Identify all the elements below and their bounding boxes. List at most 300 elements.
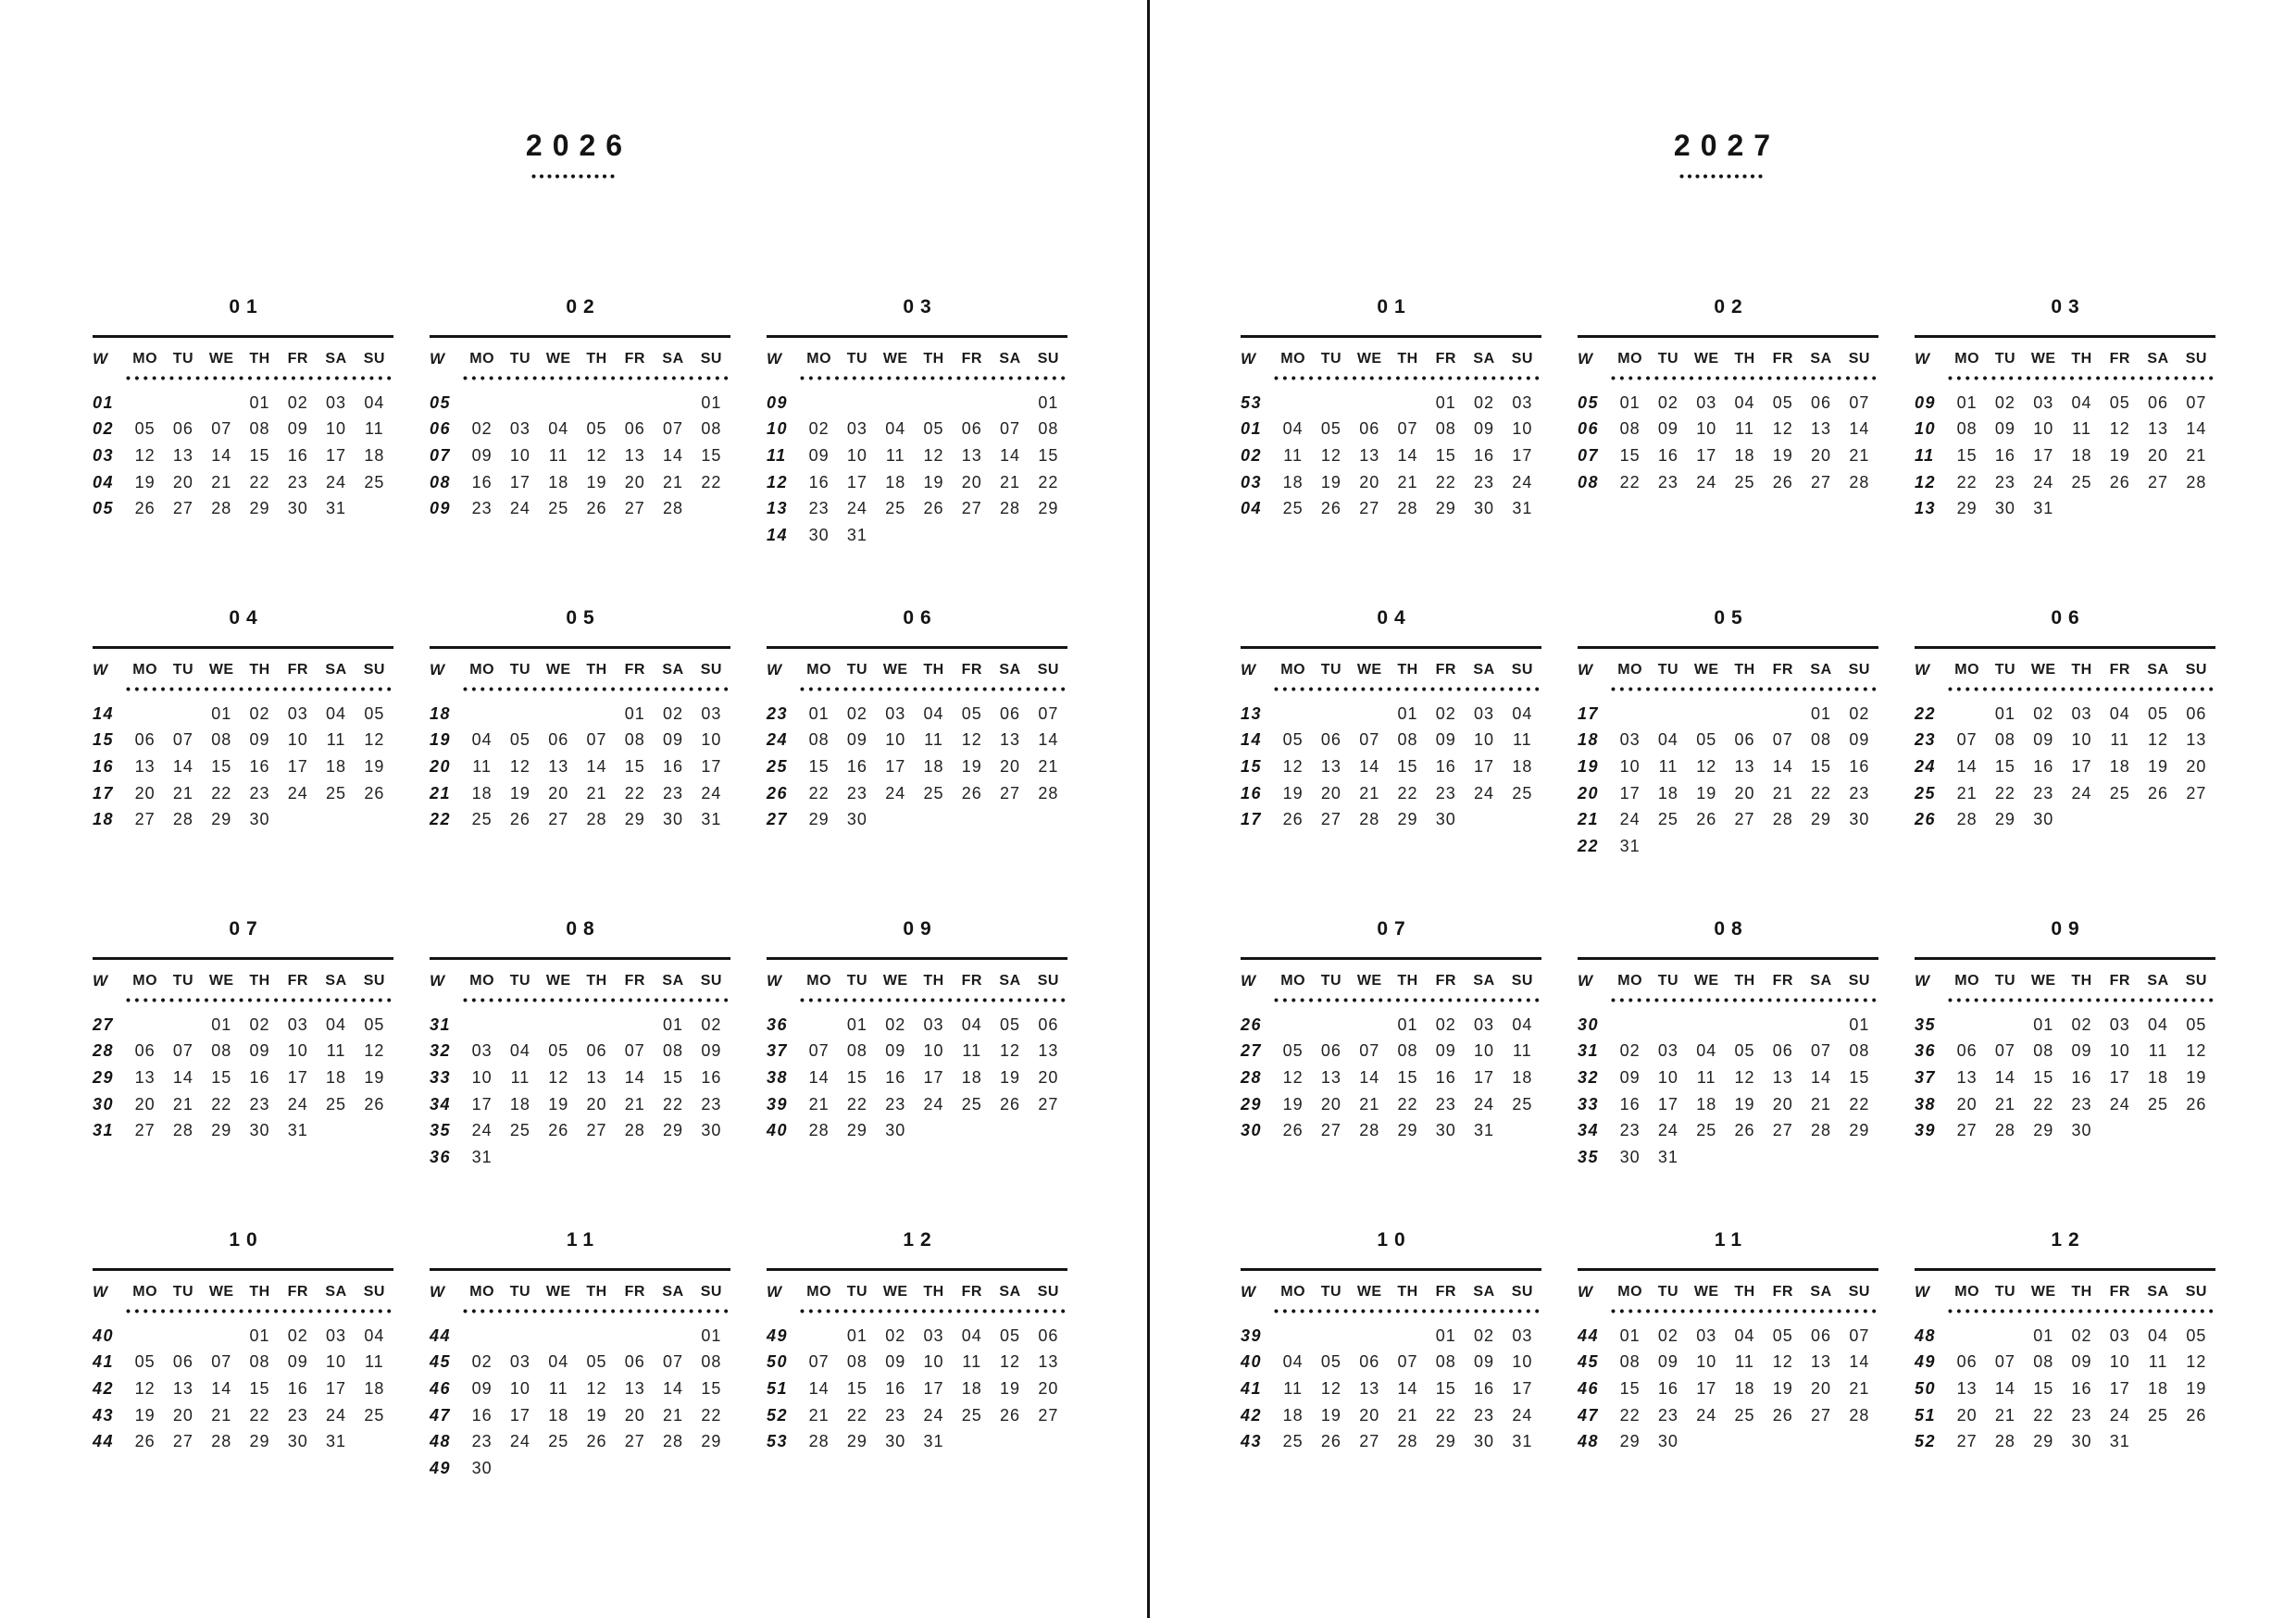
day-cell: 26 — [1696, 810, 1717, 829]
day-cell: 27 — [1359, 1432, 1380, 1451]
day-cell: 27 — [1811, 472, 1832, 492]
weekday-label: SA — [662, 351, 684, 367]
day-cell: 12 — [1734, 1067, 1755, 1087]
week-number: 39 — [767, 1094, 789, 1114]
day-cell: 01 — [663, 1014, 684, 1034]
week-number: 22 — [1915, 703, 1937, 723]
weekday-header-row — [1578, 1271, 1878, 1308]
day-cell: 18 — [2148, 1378, 2169, 1398]
week-number: 27 — [767, 810, 789, 829]
day-cell: 10 — [2109, 1352, 2130, 1372]
day-cell: 24 — [1696, 472, 1717, 492]
day-cell: 18 — [1657, 783, 1678, 803]
weekday-label: SU — [1037, 973, 1059, 989]
day-cell: 06 — [1734, 730, 1755, 750]
day-cell: 03 — [509, 419, 530, 439]
day-cell: 09 — [1474, 419, 1495, 439]
weekday-label: WE — [2030, 1284, 2056, 1300]
day-cell: 20 — [1956, 1094, 1978, 1114]
day-cell: 16 — [1435, 756, 1456, 776]
month-calendar — [1241, 296, 1541, 556]
day-cell: 07 — [1038, 703, 1059, 723]
day-cell: 15 — [211, 1067, 232, 1087]
day-cell: 23 — [2071, 1405, 2092, 1425]
day-cell: 17 — [326, 445, 347, 465]
week-number: 22 — [430, 810, 452, 829]
month-table — [430, 1271, 730, 1482]
day-cell: 31 — [1657, 1147, 1678, 1166]
day-cell: 29 — [2033, 1121, 2054, 1140]
day-cell: 26 — [1320, 1432, 1341, 1451]
day-cell: 11 — [924, 730, 943, 750]
weekday-label: FR — [1772, 1284, 1793, 1300]
day-cell: 26 — [548, 1121, 569, 1140]
month-calendar — [1241, 607, 1541, 867]
day-cell: 19 — [923, 472, 944, 492]
week-row — [1241, 806, 1541, 833]
week-number: 37 — [767, 1041, 789, 1061]
weekday-label: TH — [2071, 973, 2092, 989]
week-number: 27 — [93, 1014, 115, 1034]
day-cell: 31 — [1512, 1432, 1533, 1451]
week-number: 42 — [1241, 1405, 1263, 1425]
month-calendar — [93, 296, 393, 556]
day-cell: 10 — [701, 730, 722, 750]
day-cell: 29 — [1397, 810, 1418, 829]
weekday-label: TU — [509, 973, 531, 989]
day-cell: 14 — [172, 1067, 193, 1087]
day-cell: 15 — [211, 756, 232, 776]
week-row — [1578, 1064, 1878, 1091]
week-row — [93, 728, 393, 754]
day-cell: 03 — [1474, 703, 1495, 723]
day-cell: 11 — [1513, 730, 1532, 750]
weekday-label: FR — [287, 351, 308, 367]
weekday-label: FR — [287, 1284, 308, 1300]
week-row — [1578, 1117, 1878, 1144]
day-cell: 08 — [1811, 730, 1832, 750]
day-cell: 02 — [701, 1014, 722, 1034]
week-row — [1241, 753, 1541, 780]
day-cell: 06 — [1772, 1041, 1793, 1061]
month-calendar — [1578, 607, 1878, 867]
day-cell: 20 — [1359, 1405, 1380, 1425]
day-cell: 28 — [172, 1121, 193, 1140]
week-row — [767, 1323, 1067, 1350]
day-cell: 20 — [961, 472, 982, 492]
day-cell: 03 — [1474, 1014, 1495, 1034]
month-title: 05 — [1714, 607, 1749, 629]
day-cell: 10 — [1619, 756, 1641, 776]
dotted-rule-spacer — [430, 375, 463, 390]
day-cell: 04 — [2148, 1326, 2169, 1345]
weekday-label: TH — [586, 973, 607, 989]
day-cell: 08 — [846, 1041, 867, 1061]
day-cell: 18 — [471, 783, 493, 803]
day-cell: 23 — [2033, 783, 2054, 803]
dotted-rule-cell — [800, 686, 1067, 701]
day-cell: 30 — [663, 810, 684, 829]
weekday-label: TH — [1734, 351, 1755, 367]
dotted-rule-spacer — [1578, 375, 1611, 390]
week-row — [93, 469, 393, 496]
day-cell: 24 — [1696, 1405, 1717, 1425]
day-cell: 11 — [548, 445, 568, 465]
day-cell: 12 — [364, 1041, 385, 1061]
day-cell: 09 — [2071, 1352, 2092, 1372]
dotted-rule-spacer — [1915, 686, 1948, 701]
day-cell: 19 — [2109, 445, 2130, 465]
weekday-label: WE — [1356, 973, 1382, 989]
empty-day-cell — [800, 390, 838, 417]
day-cell: 07 — [624, 1041, 645, 1061]
day-cell: 30 — [249, 810, 270, 829]
day-cell: 05 — [961, 703, 982, 723]
empty-day-cell — [953, 522, 991, 549]
week-column-header: W — [1578, 661, 1593, 678]
weekday-label: SA — [999, 973, 1021, 989]
day-cell: 29 — [846, 1121, 867, 1140]
weekday-label: FR — [2109, 351, 2130, 367]
weekday-dotted-rule-row — [1241, 686, 1541, 701]
day-cell: 05 — [1734, 1041, 1755, 1061]
day-cell: 20 — [624, 472, 645, 492]
day-cell: 21 — [1359, 783, 1380, 803]
day-cell: 04 — [548, 419, 569, 439]
week-row — [767, 390, 1067, 417]
empty-day-cell — [1948, 1323, 1986, 1350]
weekday-label: FR — [624, 662, 645, 678]
day-cell: 24 — [846, 499, 867, 518]
week-number: 30 — [93, 1094, 115, 1114]
day-cell: 15 — [624, 756, 645, 776]
week-number: 02 — [93, 419, 115, 439]
day-cell: 18 — [2148, 1067, 2169, 1087]
empty-day-cell — [953, 806, 991, 833]
week-number: 17 — [1241, 810, 1263, 829]
day-cell: 23 — [471, 1432, 493, 1451]
day-cell: 02 — [471, 419, 493, 439]
day-cell: 07 — [586, 730, 607, 750]
empty-day-cell — [2101, 806, 2139, 833]
day-cell: 16 — [471, 472, 493, 492]
day-cell: 12 — [1282, 1067, 1304, 1087]
month-table — [430, 960, 730, 1171]
day-cell: 17 — [1619, 783, 1641, 803]
day-cell: 08 — [846, 1352, 867, 1372]
week-number: 16 — [93, 756, 115, 776]
empty-day-cell — [1764, 701, 1802, 728]
month-table — [1241, 1271, 1541, 1455]
day-cell: 25 — [326, 783, 347, 803]
day-cell: 17 — [1657, 1094, 1678, 1114]
month-title: 04 — [229, 607, 264, 629]
day-cell: 30 — [808, 525, 830, 544]
month-table — [1915, 338, 2215, 522]
day-cell: 17 — [509, 1405, 530, 1425]
week-row — [1915, 1012, 2215, 1039]
day-cell: 08 — [1994, 730, 2015, 750]
empty-day-cell — [501, 1012, 539, 1039]
empty-day-cell — [1029, 522, 1067, 549]
day-cell: 27 — [172, 1432, 193, 1451]
week-row — [1915, 1091, 2215, 1118]
day-cell: 30 — [2071, 1121, 2092, 1140]
empty-day-cell — [800, 1012, 838, 1039]
weekday-label: SA — [325, 351, 347, 367]
week-number: 10 — [1915, 419, 1937, 439]
day-cell: 08 — [1038, 419, 1059, 439]
week-number: 02 — [1241, 445, 1263, 465]
day-cell: 16 — [1849, 756, 1870, 776]
weekday-label: SU — [1848, 351, 1870, 367]
weekday-label: SU — [700, 662, 722, 678]
week-number: 08 — [430, 472, 452, 492]
day-cell: 03 — [2071, 703, 2092, 723]
week-row — [430, 1064, 730, 1091]
month-title: 11 — [566, 1229, 601, 1251]
day-cell: 19 — [586, 1405, 607, 1425]
day-cell: 23 — [1849, 783, 1870, 803]
week-row — [767, 780, 1067, 807]
week-row — [1915, 1039, 2215, 1065]
day-cell: 19 — [586, 472, 607, 492]
week-row — [1915, 728, 2215, 754]
day-cell: 28 — [2186, 472, 2207, 492]
weekday-dotted-rule-row — [1578, 686, 1878, 701]
weekday-label: SA — [1473, 351, 1495, 367]
day-cell: 21 — [1038, 756, 1059, 776]
day-cell: 10 — [923, 1352, 944, 1372]
day-cell: 07 — [1849, 1326, 1870, 1345]
day-cell: 27 — [1734, 810, 1755, 829]
day-cell: 11 — [365, 1352, 384, 1372]
empty-day-cell — [540, 1455, 578, 1482]
day-cell: 14 — [808, 1378, 830, 1398]
day-cell: 11 — [1283, 445, 1303, 465]
day-cell: 18 — [1512, 1067, 1533, 1087]
day-cell: 13 — [548, 756, 569, 776]
day-cell: 26 — [1000, 1094, 1021, 1114]
weekday-dotted-rule-row — [93, 997, 393, 1012]
weekday-label: SA — [1473, 1284, 1495, 1300]
week-row — [767, 495, 1067, 522]
day-cell: 22 — [808, 783, 830, 803]
day-cell: 24 — [1474, 1094, 1495, 1114]
week-column-header: W — [93, 1283, 108, 1301]
weekday-dotted-rule — [1948, 687, 2215, 691]
day-cell: 21 — [172, 1094, 193, 1114]
weekday-dotted-rule-row — [1241, 375, 1541, 390]
week-number: 26 — [767, 783, 789, 803]
empty-day-cell — [126, 390, 164, 417]
day-cell: 07 — [1994, 1352, 2015, 1372]
empty-day-cell — [2177, 1428, 2215, 1455]
day-cell: 20 — [172, 472, 193, 492]
week-column-header: W — [1915, 972, 1930, 989]
day-cell: 08 — [249, 419, 270, 439]
day-cell: 27 — [548, 810, 569, 829]
week-row — [430, 1091, 730, 1118]
month-calendar — [767, 918, 1067, 1178]
week-row — [1241, 1402, 1541, 1429]
day-cell: 11 — [326, 730, 346, 750]
weekday-label: TU — [846, 351, 868, 367]
day-cell: 02 — [1994, 392, 2015, 412]
day-cell: 02 — [2071, 1014, 2092, 1034]
week-number: 07 — [430, 445, 452, 465]
week-number: 48 — [430, 1432, 452, 1451]
day-cell: 27 — [1038, 1405, 1059, 1425]
weekday-label: SU — [2185, 1284, 2207, 1300]
day-cell: 06 — [1359, 419, 1380, 439]
empty-day-cell — [1649, 1012, 1687, 1039]
weekday-dotted-rule — [1611, 687, 1878, 691]
empty-day-cell — [1948, 701, 1986, 728]
day-cell: 21 — [1359, 1094, 1380, 1114]
day-cell: 07 — [172, 1041, 193, 1061]
day-cell: 16 — [2071, 1378, 2092, 1398]
week-row — [1241, 1428, 1541, 1455]
empty-day-cell — [991, 806, 1029, 833]
week-row — [1241, 495, 1541, 522]
day-cell: 13 — [624, 1378, 645, 1398]
day-cell: 02 — [1435, 1014, 1456, 1034]
day-cell: 12 — [548, 1067, 569, 1087]
day-cell: 06 — [961, 419, 982, 439]
month-table — [1915, 960, 2215, 1144]
week-number: 28 — [93, 1041, 115, 1061]
weekday-label: TU — [509, 662, 531, 678]
empty-day-cell — [2063, 495, 2101, 522]
weekday-label: TU — [1994, 351, 2016, 367]
day-cell: 20 — [586, 1094, 607, 1114]
day-cell: 12 — [1772, 419, 1793, 439]
week-row — [1578, 1039, 1878, 1065]
day-cell: 09 — [1474, 1352, 1495, 1372]
day-cell: 02 — [1657, 392, 1678, 412]
day-cell: 24 — [509, 1432, 530, 1451]
day-cell: 03 — [287, 1014, 308, 1034]
day-cell: 27 — [1320, 1121, 1341, 1140]
day-cell: 25 — [471, 810, 493, 829]
weekday-dotted-rule-row — [93, 375, 393, 390]
weekday-label: TH — [1734, 1284, 1755, 1300]
week-number: 37 — [1915, 1067, 1937, 1087]
week-number: 19 — [1578, 756, 1600, 776]
week-number: 24 — [1915, 756, 1937, 776]
week-number: 14 — [93, 703, 115, 723]
day-cell: 26 — [1772, 472, 1793, 492]
day-cell: 03 — [326, 392, 347, 412]
day-cell: 08 — [1435, 1352, 1456, 1372]
week-row — [430, 1012, 730, 1039]
day-cell: 29 — [249, 499, 270, 518]
weekday-label: SA — [1810, 662, 1832, 678]
day-cell: 04 — [1512, 703, 1533, 723]
day-cell: 28 — [624, 1121, 645, 1140]
week-number: 03 — [1241, 472, 1263, 492]
week-number: 46 — [1578, 1378, 1600, 1398]
day-cell: 28 — [211, 1432, 232, 1451]
weekday-label: WE — [882, 351, 908, 367]
day-cell: 14 — [1000, 445, 1021, 465]
weekday-dotted-rule — [1274, 998, 1541, 1002]
weekday-label: SU — [363, 1284, 385, 1300]
day-cell: 04 — [1282, 419, 1304, 439]
week-number: 36 — [1915, 1041, 1937, 1061]
day-cell: 23 — [1435, 783, 1456, 803]
empty-day-cell — [356, 806, 393, 833]
day-cell: 04 — [1282, 1352, 1304, 1372]
day-cell: 31 — [326, 499, 347, 518]
week-row — [1915, 390, 2215, 417]
dotted-rule-cell — [800, 1308, 1067, 1323]
day-cell: 03 — [287, 703, 308, 723]
empty-day-cell — [2139, 1428, 2177, 1455]
day-cell: 05 — [1282, 730, 1304, 750]
day-cell: 06 — [1000, 703, 1021, 723]
day-cell: 13 — [1956, 1378, 1978, 1398]
weekday-label: SA — [325, 1284, 347, 1300]
day-cell: 25 — [1734, 472, 1755, 492]
weekday-label: TH — [2071, 1284, 2092, 1300]
day-cell: 10 — [1512, 1352, 1533, 1372]
weekday-dotted-rule — [1948, 376, 2215, 380]
day-cell: 01 — [846, 1326, 867, 1345]
day-cell: 21 — [211, 1405, 232, 1425]
month-title: 02 — [566, 296, 601, 317]
week-row — [1578, 806, 1878, 833]
day-cell: 13 — [961, 445, 982, 465]
empty-day-cell — [616, 390, 654, 417]
day-cell: 08 — [701, 419, 722, 439]
day-cell: 27 — [1956, 1432, 1978, 1451]
empty-day-cell — [1726, 1144, 1764, 1171]
day-cell: 18 — [2109, 756, 2130, 776]
day-cell: 07 — [172, 730, 193, 750]
day-cell: 20 — [1359, 472, 1380, 492]
weekday-label: SA — [999, 1284, 1021, 1300]
day-cell: 25 — [1512, 783, 1533, 803]
week-row — [430, 442, 730, 469]
day-cell: 30 — [1849, 810, 1870, 829]
day-cell: 05 — [1696, 730, 1717, 750]
day-cell: 18 — [509, 1094, 530, 1114]
week-number: 39 — [1915, 1121, 1937, 1140]
month-table — [93, 338, 393, 522]
month-title: 09 — [903, 918, 938, 940]
weekday-header-row — [93, 649, 393, 686]
week-row — [430, 1428, 730, 1455]
day-cell: 18 — [548, 472, 569, 492]
day-cell: 05 — [1320, 1352, 1341, 1372]
day-cell: 27 — [1772, 1121, 1793, 1140]
day-cell: 26 — [586, 1432, 607, 1451]
weekday-label: WE — [1356, 351, 1382, 367]
day-cell: 06 — [1320, 730, 1341, 750]
month-table — [1578, 960, 1878, 1171]
day-cell: 23 — [1474, 1405, 1495, 1425]
week-row — [1578, 1144, 1878, 1171]
week-number: 35 — [1915, 1014, 1937, 1034]
day-cell: 29 — [701, 1432, 722, 1451]
day-cell: 26 — [364, 1094, 385, 1114]
weekday-dotted-rule — [463, 376, 730, 380]
week-row — [93, 390, 393, 417]
empty-day-cell — [1274, 1323, 1312, 1350]
day-cell: 13 — [1772, 1067, 1793, 1087]
